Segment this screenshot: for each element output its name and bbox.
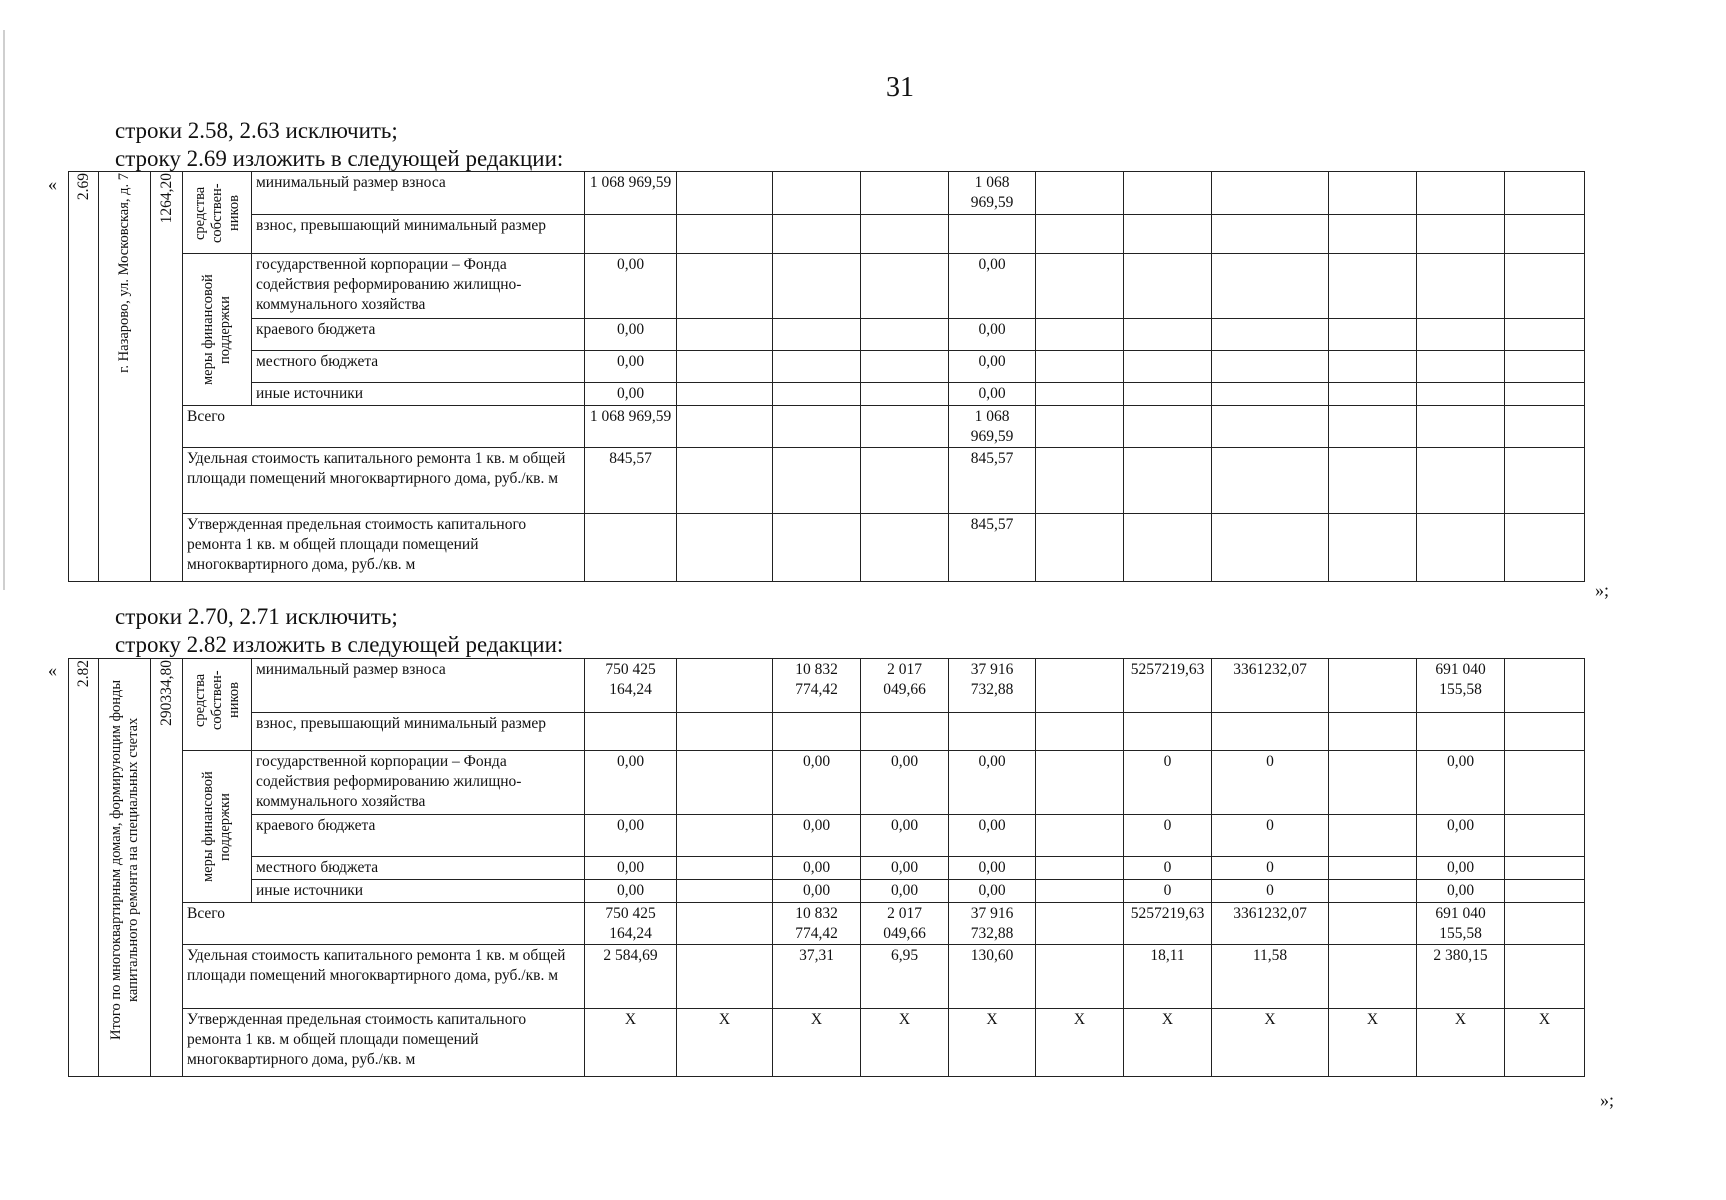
value-cell [1505, 815, 1585, 857]
value-cell [773, 350, 861, 382]
value-cell [1417, 318, 1505, 350]
value-cell: 0,00 [861, 880, 949, 903]
value-cell [1417, 448, 1505, 514]
table-row-above-min [69, 215, 1585, 254]
value-cell [1505, 448, 1585, 514]
value-cell: 1 068 969,59 [585, 406, 677, 448]
value-cell: 2 017 049,66 [861, 903, 949, 945]
value-cell: 0,00 [585, 880, 677, 903]
value-cell [1329, 857, 1417, 880]
value-cell [861, 172, 949, 215]
value-cell [1505, 945, 1585, 1009]
value-cell: 3361232,07 [1212, 903, 1329, 945]
value-cell [1212, 318, 1329, 350]
row-label-regional: краевого бюджета [252, 318, 585, 350]
value-cell [677, 815, 773, 857]
value-cell: 2 380,15 [1417, 945, 1505, 1009]
value-cell [1124, 514, 1212, 582]
value-cell [677, 383, 773, 406]
value-cell [677, 254, 773, 319]
value-cell [1329, 713, 1417, 751]
value-cell [1505, 751, 1585, 815]
row-number: 2.82 [74, 660, 92, 688]
value-cell [1505, 383, 1585, 406]
value-cell: 0,00 [1417, 751, 1505, 815]
value-cell: 0 [1124, 857, 1212, 880]
value-cell [677, 172, 773, 215]
value-cell [1329, 406, 1417, 448]
value-cell [1036, 514, 1124, 582]
value-cell: 1 068 969,59 [585, 172, 677, 215]
value-cell [949, 713, 1036, 751]
value-cell: 0,00 [949, 350, 1036, 382]
value-cell [1505, 880, 1585, 903]
owner-funds-cell [183, 659, 252, 751]
value-cell [1124, 350, 1212, 382]
value-cell [1212, 514, 1329, 582]
value-cell [1036, 383, 1124, 406]
value-cell [773, 172, 861, 215]
area-cell [151, 659, 183, 1077]
value-cell [677, 857, 773, 880]
value-cell: 0 [1124, 880, 1212, 903]
value-cell [861, 215, 949, 254]
value-cell [1329, 350, 1417, 382]
value-cell [585, 215, 677, 254]
value-cell [1417, 406, 1505, 448]
row-label-total: Всего [183, 406, 585, 448]
address: Итого по многоквартирным домам, формирующим фонды капитального ремонта на специальных счетах [107, 679, 141, 1041]
value-cell [1417, 383, 1505, 406]
value-cell: 0,00 [949, 880, 1036, 903]
value-cell [1124, 383, 1212, 406]
value-cell [1036, 713, 1124, 751]
value-cell [677, 350, 773, 382]
value-cell: 0,00 [1417, 880, 1505, 903]
value-cell: X [677, 1009, 773, 1077]
value-cell: X [949, 1009, 1036, 1077]
value-cell [1124, 318, 1212, 350]
row-label-above-min: взнос, превышающий минимальный размер [252, 713, 585, 751]
table-row-other [69, 383, 1585, 406]
row-label-limit-cost: Утвержденная предельная стоимость капитального ремонта 1 кв. м общей площади помещений многоквартирного дома, руб./кв. м [183, 1009, 585, 1077]
support-label: меры финансовой поддержки [200, 274, 233, 386]
value-cell [861, 383, 949, 406]
row-label-local: местного бюджета [252, 350, 585, 382]
value-cell: 0,00 [585, 318, 677, 350]
value-cell [1124, 406, 1212, 448]
value-cell: 5257219,63 [1124, 903, 1212, 945]
value-cell: 0,00 [949, 857, 1036, 880]
owner-funds-label: средства собствен-ников [191, 183, 242, 243]
value-cell [677, 880, 773, 903]
table-row-fund [69, 751, 1585, 815]
value-cell [1417, 514, 1505, 582]
value-cell [1505, 514, 1585, 582]
scan-edge-mark [3, 30, 5, 590]
row-label-total: Всего [183, 903, 585, 945]
value-cell [1329, 514, 1417, 582]
value-cell [1329, 383, 1417, 406]
value-cell [1329, 254, 1417, 319]
value-cell: 845,57 [949, 448, 1036, 514]
value-cell [1036, 815, 1124, 857]
value-cell: 0,00 [861, 857, 949, 880]
value-cell: 18,11 [1124, 945, 1212, 1009]
value-cell [1329, 448, 1417, 514]
value-cell [949, 215, 1036, 254]
row-label-regional: краевого бюджета [252, 815, 585, 857]
row-label-above-min: взнос, превышающий минимальный размер [252, 215, 585, 254]
value-cell [1036, 254, 1124, 319]
row-number-cell [69, 659, 99, 1077]
value-cell: X [773, 1009, 861, 1077]
value-cell [677, 215, 773, 254]
value-cell: 10 832 774,42 [773, 659, 861, 713]
value-cell: 0 [1212, 880, 1329, 903]
row-label-limit-cost: Утвержденная предельная стоимость капитального ремонта 1 кв. м общей площади помещений многоквартирного дома, руб./кв. м [183, 514, 585, 582]
value-cell [677, 659, 773, 713]
value-cell: 0,00 [861, 815, 949, 857]
area-cell [151, 172, 183, 582]
value-cell [1212, 350, 1329, 382]
value-cell: 0 [1212, 815, 1329, 857]
value-cell: 11,58 [1212, 945, 1329, 1009]
table-row-limit-cost [69, 514, 1585, 582]
value-cell [585, 514, 677, 582]
value-cell: X [1212, 1009, 1329, 1077]
value-cell [1329, 659, 1417, 713]
value-cell [773, 383, 861, 406]
value-cell [773, 318, 861, 350]
value-cell [1505, 659, 1585, 713]
value-cell: 0 [1212, 857, 1329, 880]
row-label-fund: государственной корпорации – Фонда содействия реформированию жилищно-коммунального хозяйства [252, 254, 585, 319]
value-cell: 750 425 164,24 [585, 903, 677, 945]
value-cell: X [1417, 1009, 1505, 1077]
table-row-min-fee [69, 172, 1585, 215]
support-cell [183, 751, 252, 903]
instruction-exclude-rows-1: строки 2.58, 2.63 исключить; [115, 118, 398, 143]
value-cell [1329, 880, 1417, 903]
value-cell [1036, 945, 1124, 1009]
value-cell: 37,31 [773, 945, 861, 1009]
table-row-fund [69, 254, 1585, 319]
value-cell: 0,00 [949, 751, 1036, 815]
value-cell [1124, 215, 1212, 254]
row-number-cell [69, 172, 99, 582]
instruction-exclude-rows-2: строки 2.70, 2.71 исключить; [115, 604, 398, 629]
value-cell: 0,00 [949, 815, 1036, 857]
value-cell: 0,00 [585, 350, 677, 382]
value-cell: 3361232,07 [1212, 659, 1329, 713]
value-cell: 750 425 164,24 [585, 659, 677, 713]
row-label-min-fee: минимальный размер взноса [252, 659, 585, 713]
value-cell: 0,00 [773, 880, 861, 903]
value-cell [1417, 172, 1505, 215]
value-cell [1212, 254, 1329, 319]
value-cell [1124, 172, 1212, 215]
value-cell [1505, 172, 1585, 215]
value-cell [677, 751, 773, 815]
value-cell [677, 713, 773, 751]
value-cell [1212, 448, 1329, 514]
value-cell [1036, 857, 1124, 880]
value-cell [861, 713, 949, 751]
value-cell: 2 584,69 [585, 945, 677, 1009]
row-label-other: иные источники [252, 383, 585, 406]
value-cell: 0 [1212, 751, 1329, 815]
table-row-other [69, 880, 1585, 903]
table-row-2-82 [68, 658, 1585, 1077]
value-cell [1212, 215, 1329, 254]
value-cell: X [1505, 1009, 1585, 1077]
value-cell: 0,00 [585, 254, 677, 319]
value-cell [861, 254, 949, 319]
value-cell [773, 215, 861, 254]
value-cell [1036, 172, 1124, 215]
value-cell: 6,95 [861, 945, 949, 1009]
value-cell: 845,57 [585, 448, 677, 514]
area: 1264,20 [157, 173, 175, 224]
value-cell: 0,00 [1417, 815, 1505, 857]
table-row-total [69, 903, 1585, 945]
value-cell [1505, 713, 1585, 751]
value-cell [1329, 903, 1417, 945]
table-row-above-min [69, 713, 1585, 751]
value-cell [773, 713, 861, 751]
value-cell: 0,00 [949, 383, 1036, 406]
row-label-unit-cost: Удельная стоимость капитального ремонта 1 кв. м общей площади помещений многоквартирного дома, руб./кв. м [183, 945, 585, 1009]
value-cell [861, 448, 949, 514]
row-label-unit-cost: Удельная стоимость капитального ремонта 1 кв. м общей площади помещений многоквартирного дома, руб./кв. м [183, 448, 585, 514]
value-cell [1212, 383, 1329, 406]
value-cell [1417, 254, 1505, 319]
value-cell: 0,00 [585, 815, 677, 857]
value-cell [1329, 172, 1417, 215]
value-cell [861, 350, 949, 382]
value-cell: X [585, 1009, 677, 1077]
table-row-unit-cost [69, 448, 1585, 514]
value-cell [1505, 406, 1585, 448]
value-cell: 130,60 [949, 945, 1036, 1009]
table-row-2-69 [68, 171, 1585, 582]
value-cell [677, 448, 773, 514]
table-row-local [69, 350, 1585, 382]
table-row-unit-cost [69, 945, 1585, 1009]
value-cell: 0,00 [861, 751, 949, 815]
value-cell [1329, 318, 1417, 350]
value-cell [1505, 318, 1585, 350]
value-cell [861, 406, 949, 448]
row-label-fund: государственной корпорации – Фонда содействия реформированию жилищно-коммунального хозяйства [252, 751, 585, 815]
instruction-edit-row-269: строку 2.69 изложить в следующей редакции: [115, 146, 564, 171]
value-cell: 691 040 155,58 [1417, 659, 1505, 713]
value-cell [677, 903, 773, 945]
value-cell [861, 318, 949, 350]
value-cell [1124, 713, 1212, 751]
value-cell [1417, 350, 1505, 382]
value-cell [677, 514, 773, 582]
value-cell [1212, 713, 1329, 751]
value-cell [1036, 659, 1124, 713]
value-cell: 0,00 [949, 318, 1036, 350]
value-cell: 37 916 732,88 [949, 659, 1036, 713]
quote-close-2: »; [1600, 1090, 1615, 1110]
instruction-edit-row-282: строку 2.82 изложить в следующей редакции: [115, 632, 564, 657]
value-cell [1329, 815, 1417, 857]
value-cell [585, 713, 677, 751]
value-cell: 0,00 [949, 254, 1036, 319]
table-row-local [69, 857, 1585, 880]
value-cell: X [861, 1009, 949, 1077]
row-label-min-fee: минимальный размер взноса [252, 172, 585, 215]
value-cell [1124, 448, 1212, 514]
value-cell [1505, 903, 1585, 945]
quote-open-1: « [48, 174, 57, 194]
value-cell [1036, 406, 1124, 448]
table-row-total [69, 406, 1585, 448]
value-cell: 691 040 155,58 [1417, 903, 1505, 945]
value-cell [1036, 350, 1124, 382]
table-row-regional [69, 815, 1585, 857]
value-cell: 0,00 [585, 857, 677, 880]
value-cell [1329, 215, 1417, 254]
row-number: 2.69 [74, 173, 92, 201]
value-cell [1417, 713, 1505, 751]
value-cell: 1 068 969,59 [949, 406, 1036, 448]
value-cell [677, 945, 773, 1009]
value-cell [1124, 254, 1212, 319]
owner-funds-label: средства собствен-ников [191, 670, 242, 730]
row-label-other: иные источники [252, 880, 585, 903]
value-cell [1212, 172, 1329, 215]
value-cell: 0,00 [773, 751, 861, 815]
value-cell [1505, 350, 1585, 382]
value-cell: 10 832 774,42 [773, 903, 861, 945]
value-cell [1036, 880, 1124, 903]
quote-close-1: »; [1595, 580, 1610, 600]
support-cell [183, 254, 252, 406]
support-label: меры финансовой поддержки [200, 771, 233, 883]
value-cell [773, 448, 861, 514]
value-cell: 0,00 [773, 815, 861, 857]
value-cell: 5257219,63 [1124, 659, 1212, 713]
area: 290334,80 [157, 660, 175, 726]
address-cell [99, 172, 151, 582]
value-cell: 2 017 049,66 [861, 659, 949, 713]
value-cell: 1 068 969,59 [949, 172, 1036, 215]
value-cell: 0,00 [773, 857, 861, 880]
value-cell: 0 [1124, 815, 1212, 857]
value-cell: 845,57 [949, 514, 1036, 582]
value-cell [1505, 215, 1585, 254]
value-cell [861, 514, 949, 582]
value-cell: 0 [1124, 751, 1212, 815]
value-cell: X [1124, 1009, 1212, 1077]
value-cell [1505, 857, 1585, 880]
row-label-local: местного бюджета [252, 857, 585, 880]
value-cell [677, 406, 773, 448]
value-cell [1036, 903, 1124, 945]
table-row-min-fee [69, 659, 1585, 713]
quote-open-2: « [48, 660, 57, 680]
value-cell [1212, 406, 1329, 448]
value-cell [677, 318, 773, 350]
value-cell: X [1329, 1009, 1417, 1077]
value-cell [1417, 215, 1505, 254]
value-cell [1036, 751, 1124, 815]
owner-funds-cell [183, 172, 252, 254]
value-cell [773, 254, 861, 319]
value-cell: 0,00 [585, 751, 677, 815]
address: г. Назарово, ул. Московская, д. 7 [116, 173, 132, 373]
value-cell [1036, 215, 1124, 254]
table-row-regional [69, 318, 1585, 350]
table-row-limit-cost [69, 1009, 1585, 1077]
value-cell: 0,00 [585, 383, 677, 406]
value-cell: 0,00 [1417, 857, 1505, 880]
value-cell [773, 406, 861, 448]
address-cell [99, 659, 151, 1077]
value-cell [1329, 945, 1417, 1009]
value-cell: X [1036, 1009, 1124, 1077]
value-cell: 37 916 732,88 [949, 903, 1036, 945]
value-cell [1329, 751, 1417, 815]
value-cell [1036, 448, 1124, 514]
value-cell [773, 514, 861, 582]
page-number: 31 [886, 72, 914, 103]
value-cell [1505, 254, 1585, 319]
value-cell [1036, 318, 1124, 350]
